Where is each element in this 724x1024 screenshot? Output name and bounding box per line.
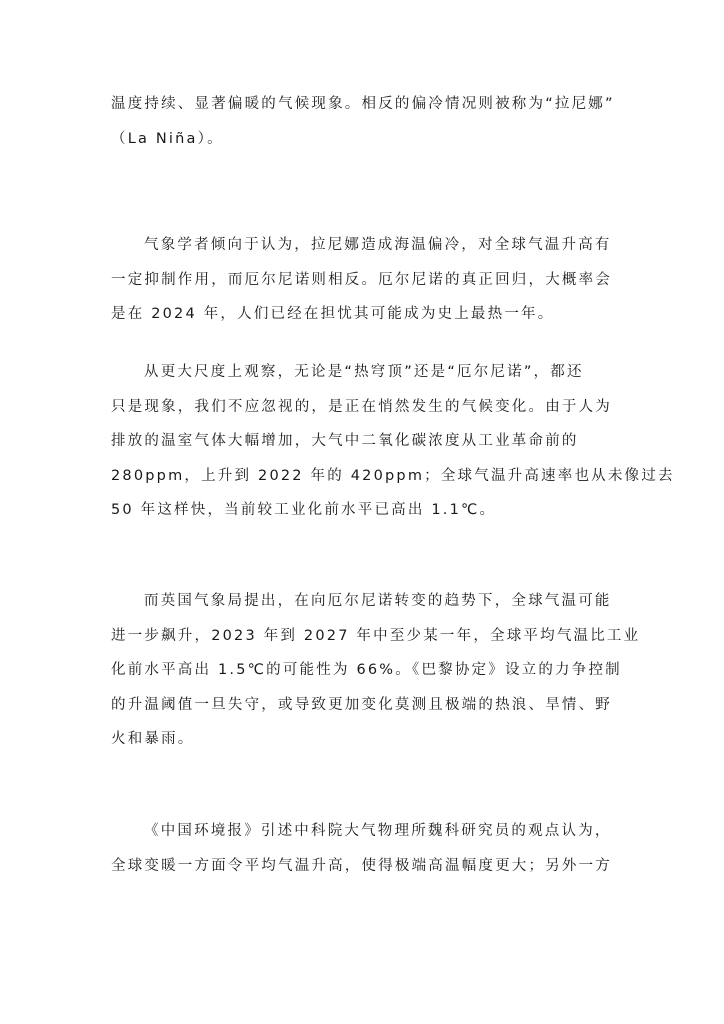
paragraph-2 <box>111 228 613 332</box>
paragraph-line: 是在 2024 年，人们已经在担忧其可能成为史上最热一年。 <box>111 306 555 323</box>
paragraph-line: 从更大尺度上观察，无论是“热穹顶”还是“厄尔尼诺”，都还 <box>144 364 584 380</box>
paragraph-line: 气象学者倾向于认为，拉尼娜造成海温偏冷，对全球气温升高有 <box>144 237 612 253</box>
paragraph-5 <box>111 814 613 883</box>
paragraph-line: 50 年这样快，当前较工业化前水平已高出 1.1℃。 <box>111 502 497 519</box>
paragraph-4 <box>111 584 641 757</box>
paragraph-line: 一定抑制作用，而厄尔尼诺则相反。厄尔尼诺的真正回归，大概率会 <box>111 271 612 288</box>
paragraph-line: 全球变暖一方面令平均气温升高，使得极端高温幅度更大；另外一方 <box>111 857 612 874</box>
paragraph-line: 进一步飙升，2023 年到 2027 年中至少某一年，全球平均气温比工业 <box>111 627 641 644</box>
paragraph-1 <box>111 87 613 156</box>
paragraph-3 <box>111 355 675 528</box>
paragraph-line: 的升温阈值一旦失守，或导致更加变化莫测且极端的热浪、旱情、野 <box>111 696 612 713</box>
paragraph-line: 《中国环境报》引述中科院大气物理所魏科研究员的观点认为， <box>144 823 612 839</box>
paragraph-line: 温度持续、显著偏暖的气候现象。相反的偏冷情况则被称为“拉尼娜” <box>111 96 615 112</box>
paragraph-line: 排放的温室气体大幅增加，大气中二氧化碳浓度从工业革命前的 <box>111 433 579 450</box>
paragraph-line: 280ppm，上升到 2022 年的 420ppm；全球气温升高速率也从未像过去 <box>111 467 675 484</box>
paragraph-line: 而英国气象局提出，在向厄尔尼诺转变的趋势下，全球气温可能 <box>144 593 612 609</box>
paragraph-line: （La Niña）。 <box>111 130 224 147</box>
paragraph-line: 火和暴雨。 <box>111 731 195 748</box>
paragraph-line: 化前水平高出 1.5℃的可能性为 66%。《巴黎协定》设立的力争控制 <box>111 662 622 679</box>
paragraph-line: 只是现象，我们不应忽视的，是正在悄然发生的气候变化。由于人为 <box>111 398 612 415</box>
